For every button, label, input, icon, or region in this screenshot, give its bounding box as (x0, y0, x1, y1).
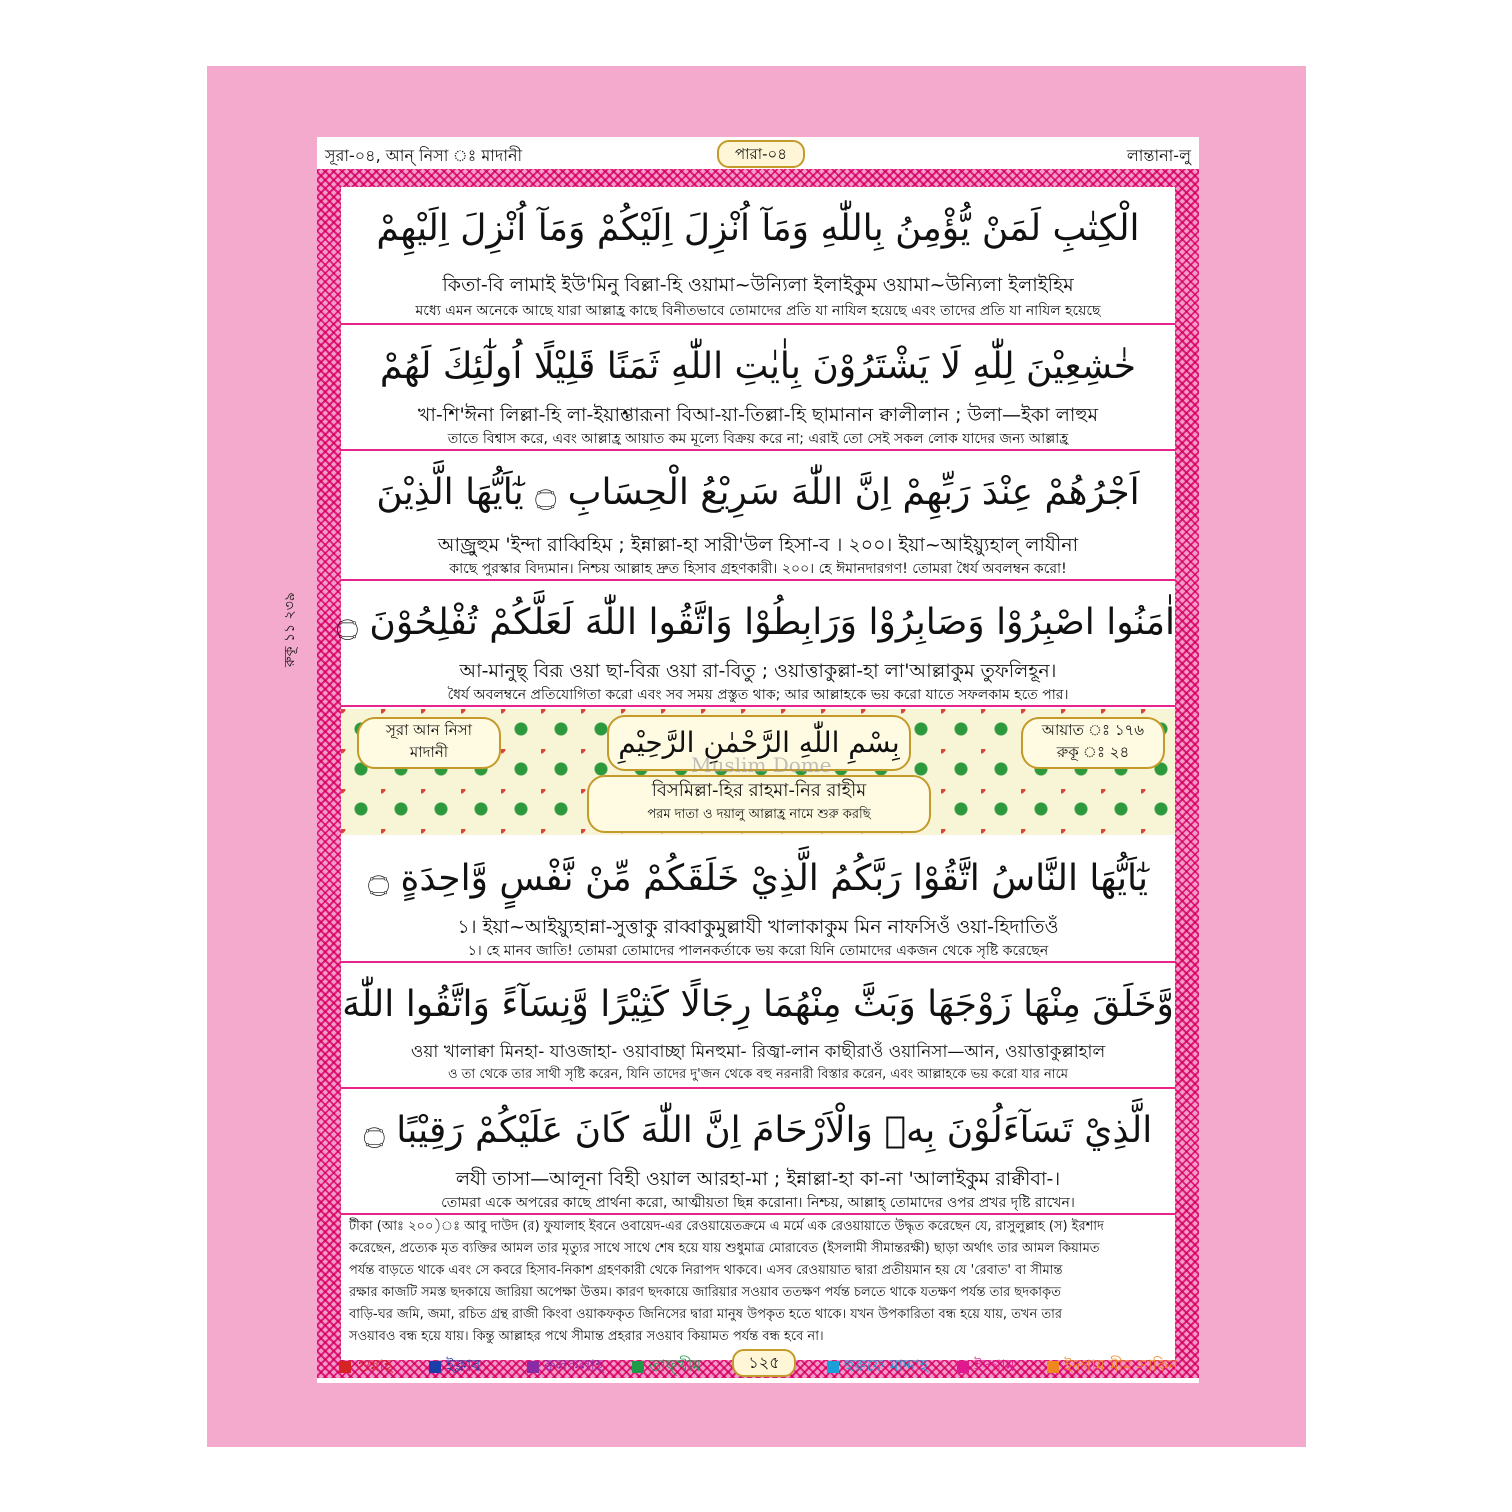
transliteration: খা-শি'ঈনা লিল্লা-হি লা-ইয়াশ্তারূনা বিআ-য়া-তিল্লা-হি ছামানান ক্বালীলান ; উলা—ইকা লাহুম (417, 404, 1099, 426)
transliteration: ১। ইয়া~আইয়্যুহান্না-সুত্তাকু রাব্বাকুমুল্লাযী খালাকাকুম মিন নাফসিওঁ ওয়া-হিদাতিওঁ (457, 916, 1059, 938)
legend-iqlab: ইক্লাব (429, 1353, 480, 1380)
bismillah-box (587, 775, 931, 833)
footnote-line: করেছেন, প্রত্যেক মৃত ব্যক্তির আমল তার মৃত্যুর সাথে সাথে শেষ হয়ে যায় শুধুমাত্র মোরাবেত (ইসলামী সীমান্তরক্ষী) ছাড়া অর্থাৎ তার আমল কিয়ামত (349, 1241, 1100, 1256)
legend-qalqalah: ক্বলকলাহ (527, 1353, 604, 1380)
arabic-text: اَجْرُهُمْ عِنْدَ رَبِّهِمْ اِنَّ اللّٰهَ سَرِيْعُ الْحِسَابِ ۝ يٰٓاَيُّهَا الَّذِيْنَ (376, 472, 1140, 513)
translation: কাছে পুরস্কার বিদ্যমান। নিশ্চয় আল্লাহ দ্রুত হিসাব গ্রহণকারী। ২০০। হে ঈমানদারগণ! তোমরা ধৈর্য অবলম্বন করো! (449, 561, 1067, 577)
footnote-line: সওয়াবও বন্ধ হয়ে যায়। কিন্তু আল্লাহর পথে সীমান্ত প্রহরার সওয়াব কিয়ামত পর্যন্ত বন্ধ হবে না। (349, 1329, 824, 1344)
arabic-text: اٰمَنُوا اصْبِرُوْا وَصَابِرُوْا وَرَابِطُوْا وَاتَّقُوا اللّٰهَ لَعَلَّكُمْ تُفْلِحُوْنَ ۝ (336, 602, 1175, 643)
verse-block (341, 325, 1175, 451)
footnote-line: বাড়ি-ঘর জমি, জমা, রচিত গ্রন্থ রাজী কিংবা ওয়াকফকৃত জিনিসের দ্বারা মানুষ উপকৃত হতে থাকে। যখন উপকারিতা বন্ধ হয়ে যায়, তখন তার (349, 1307, 1063, 1322)
legend-idgham-mim: ইদগাম মীম সাকিন (1047, 1353, 1178, 1380)
swatch-icon (632, 1361, 644, 1373)
page-header (317, 137, 1199, 169)
watermark: Muslim Dome (691, 753, 832, 777)
transliteration: লযী তাসা—আলূনা বিহী ওয়াল আরহা-মা ; ইন্নাল্লা-হা কা-না 'আলাইকুম রাক্বীবা-। (455, 1168, 1061, 1190)
ayat-count: আয়াত ঃ ১৭৬ (1041, 721, 1145, 739)
ruku-marker: রুকূ ১১ ২৩৯ (282, 592, 298, 668)
translation: ও তা থেকে তার সাথী সৃষ্টি করেন, যিনি তাদের দু'জন থেকে বহু নরনারী বিস্তার করেন, এবং আল্লাহকে ভয় করো যার নামে (447, 1067, 1069, 1082)
footnote-line: রক্ষার কাজটি সমস্ত ছদকায়ে জারিয়া অপেক্ষা উত্তম। কারণ ছদকায়ে জারিয়ার সওয়াব ততক্ষণ পর্যন্ত চলতে থাকে যতক্ষণ পর্যন্ত তার ছদকাকৃত (349, 1285, 1061, 1300)
translation: ১। হে মানব জাতি! তোমরা তোমাদের পালনকর্তাকে ভয় করো যিনি তোমাদের একজন থেকে সৃষ্টি করেছেন (467, 943, 1049, 959)
swatch-icon (429, 1361, 441, 1373)
arabic-text: الْكِتٰبِ لَمَنْ يُّؤْمِنُ بِاللّٰهِ وَمَآ اُنْزِلَ اِلَيْكُمْ وَمَآ اُنْزِلَ اِلَيْهِمْ (376, 208, 1140, 249)
footnote (341, 1217, 1175, 1357)
page-number: ১২৫ (732, 1349, 796, 1377)
swatch-icon (527, 1361, 539, 1373)
legend-madd: হুরুফে মাদ্দাহ (827, 1353, 928, 1380)
bismillah-transliteration: বিসমিল্লা-হির রাহমা-নির রাহীম (651, 780, 867, 801)
translation: তোমরা একে অপরের কাছে প্রার্থনা করো, আত্মীয়তা ছিন্ন করোনা। নিশ্চয়, আল্লাহ্ তোমাদের ওপর প্রখর দৃষ্টি রাখেন। (441, 1195, 1075, 1211)
surah-banner (341, 709, 1175, 835)
verse-block (341, 187, 1175, 325)
arabic-text: خٰشِعِيْنَ لِلّٰهِ لَا يَشْتَرُوْنَ بِاٰيٰتِ اللّٰهِ ثَمَنًا قَلِيْلًا اُولٰٓئِكَ لَهُمْ (379, 346, 1137, 387)
surah-type: মাদানী (409, 743, 449, 761)
legend-tafkhim: তাফ্খীম (632, 1353, 701, 1380)
para-badge: পারা-০৪ (717, 140, 805, 168)
legend-ghunnah: গুন্নাহ (339, 1353, 392, 1380)
verse-block (341, 1089, 1175, 1215)
quran-page (317, 137, 1199, 1383)
ruku-count: রুকূ ঃ ২৪ (1056, 743, 1130, 761)
swatch-icon (339, 1361, 351, 1373)
swatch-icon (827, 1361, 839, 1373)
transliteration: আ-মানুছ্ বিরূ ওয়া ছা-বিরূ ওয়া রা-বিতু ; ওয়াত্তাকুল্লা-হা লা'আল্লাকুম তুফলিহূন। (459, 660, 1057, 682)
translation: মধ্যে এমন অনেকে আছে যারা আল্লাহ্র কাছে বিনীতভাবে তোমাদের প্রতি যা নাযিল হয়েছে এবং তাদের প্রতি যা নাযিল হয়েছে (415, 303, 1101, 319)
transliteration: ওয়া খালাক্বা মিনহা- যাওজাহা- ওয়াবাচ্ছা মিনহুমা- রিজ্বা-লান কাছীরাওঁ ওয়ানিসা—আন, ওয়াত্তাকুল্লাহাল (410, 1042, 1106, 1062)
page-keyword: লান্তানা-লু (1126, 146, 1191, 165)
translation: ধৈর্য অবলম্বনে প্রতিযোগিতা করো এবং সব সময় প্রস্তুত থাক; আর আল্লাহকে ভয় করো যাতে সফলকাম হতে পার। (447, 687, 1069, 703)
footnote-line: পর্যন্ত বাড়তে থাকে এবং সে কবরে হিসাব-নিকাশ গ্রহণকারী থেকে নিরাপদ থাকবে। এসব রেওয়ায়াত দ্বারা প্রতীয়মান হয় যে 'রেবাত' বা সীমান্ত (349, 1263, 1063, 1278)
transliteration: আজ্রুহুম 'ইন্দা রাব্বিহিম ; ইন্নাল্লা-হা সারী'উল হিসা-ব । ২০০। ইয়া~আইয়্যুহাল্ লাযীনা (437, 534, 1079, 556)
verse-block (336, 581, 1175, 707)
footnote-line: টীকা (আঃ ২০০)ঃ আবু দাউদ (র) ফুযালাহ ইবনে ওবায়েদ-এর রেওয়ায়েতক্রমে এ মর্মে এক রেওয়ায়াতে উদ্ধৃত করেছেন যে, রাসুলুল্লাহ (স) ইরশাদ (349, 1219, 1104, 1234)
surah-name: সূরা আন নিসা (386, 721, 472, 739)
arabic-text: وَّخَلَقَ مِنْهَا زَوْجَهَا وَبَثَّ مِنْهُمَا رِجَالًا كَثِيْرًا وَّنِسَآءً وَاتَّقُوا اللّٰهَ (342, 984, 1174, 1025)
arabic-text: يٰٓاَيُّهَا النَّاسُ اتَّقُوْا رَبَّكُمُ الَّذِيْ خَلَقَكُمْ مِّنْ نَّفْسٍ وَّاحِدَةٍ ۝ (368, 858, 1148, 899)
verse-block (341, 963, 1175, 1089)
tajweed-legend (317, 1347, 1199, 1377)
swatch-icon (1047, 1361, 1059, 1373)
surah-name-box (357, 717, 501, 769)
legend-idgham: ইদগাম (957, 1353, 1015, 1380)
surah-info: সূরা-০৪, আন্ নিসা ঃ মাদানী (325, 146, 523, 165)
content-area (336, 187, 1175, 1360)
ayat-ruku-box (1021, 717, 1165, 769)
decorative-frame (317, 169, 1199, 1378)
transliteration: কিতা-বি লামাই ইউ'মিনু বিল্লা-হি ওয়ামা~উন্যিলা ইলাইকুম ওয়ামা~উন্যিলা ইলাইহিম (442, 274, 1074, 296)
verse-block (341, 837, 1175, 963)
bismillah-arabic: بِسْمِ اللّٰهِ الرَّحْمٰنِ الرَّحِيْمِ (607, 715, 911, 771)
translation: তাতে বিশ্বাস করে, এবং আল্লাহ্র আয়াত কম মূল্যে বিক্রয় করে না; এরাই তো সেই সকল লোক যাদের জন্য আল্লাহ্র (447, 431, 1069, 447)
bismillah-translation: পরম দাতা ও দয়ালু আল্লাহ্র নামে শুরু করছি (647, 807, 871, 822)
verse-block (341, 451, 1175, 581)
swatch-icon (957, 1361, 969, 1373)
arabic-text: الَّذِيْ تَسَآءَلُوْنَ بِهٖ وَالْاَرْحَامَ اِنَّ اللّٰهَ كَانَ عَلَيْكُمْ رَقِيْبًا ۝ (363, 1110, 1153, 1151)
